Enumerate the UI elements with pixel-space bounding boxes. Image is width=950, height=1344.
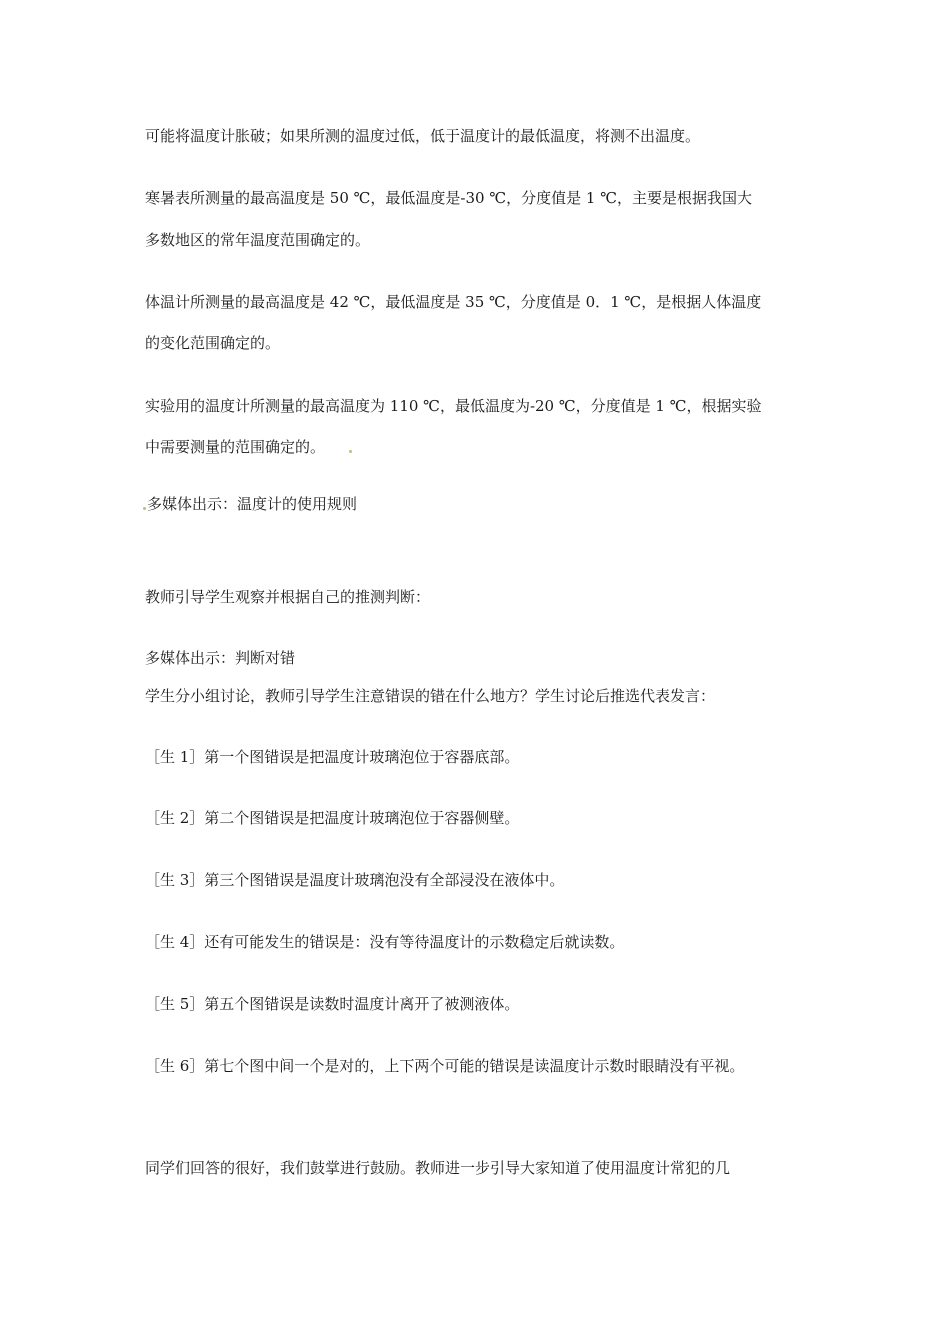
paragraph-line: 教师引导学生观察并根据自己的推测判断： xyxy=(145,588,431,606)
paragraph-line: 多媒体出示：温度计的使用规则 xyxy=(147,495,358,513)
paragraph-line: ［生 1］第一个图错误是把温度计玻璃泡位于容器底部。 xyxy=(145,748,520,766)
paragraph-line: ［生 6］第七个图中间一个是对的，上下两个可能的错误是读温度计示数时眼睛没有平视。 xyxy=(145,1057,745,1075)
paragraph-line: 实验用的温度计所测量的最高温度为 110 ℃，最低温度为-20 ℃，分度值是 1 ℃，根据实验 xyxy=(145,397,762,415)
paragraph-line: 可能将温度计胀破；如果所测的温度过低，低于温度计的最低温度，将测不出温度。 xyxy=(145,127,701,145)
paragraph-line: 多数地区的常年温度范围确定的。 xyxy=(145,231,371,249)
paragraph-line: ［生 5］第五个图错误是读数时温度计离开了被测液体。 xyxy=(145,995,520,1013)
paragraph-line: 学生分小组讨论，教师引导学生注意错误的错在什么地方？学生讨论后推选代表发言： xyxy=(145,687,716,705)
paragraph-line: 多媒体出示：判断对错 xyxy=(145,649,296,667)
decorative-dot xyxy=(349,450,352,453)
paragraph-line: ［生 3］第三个图错误是温度计玻璃泡没有全部浸没在液体中。 xyxy=(145,871,565,889)
paragraph-line: ［生 2］第二个图错误是把温度计玻璃泡位于容器侧壁。 xyxy=(145,809,520,827)
paragraph-line: 寒暑表所测量的最高温度是 50 ℃，最低温度是-30 ℃，分度值是 1 ℃，主要是根据我国大 xyxy=(145,189,752,207)
paragraph-line: 体温计所测量的最高温度是 42 ℃，最低温度是 35 ℃，分度值是 0．1 ℃，是根据人体温度 xyxy=(145,293,762,311)
paragraph-line: 同学们回答的很好，我们鼓掌进行鼓励。教师进一步引导大家知道了使用温度计常犯的几 xyxy=(145,1159,731,1177)
decorative-dot xyxy=(143,507,146,510)
paragraph-line: ［生 4］还有可能发生的错误是：没有等待温度计的示数稳定后就读数。 xyxy=(145,933,625,951)
paragraph-line: 中需要测量的范围确定的。 xyxy=(145,438,326,456)
paragraph-line: 的变化范围确定的。 xyxy=(145,334,281,352)
